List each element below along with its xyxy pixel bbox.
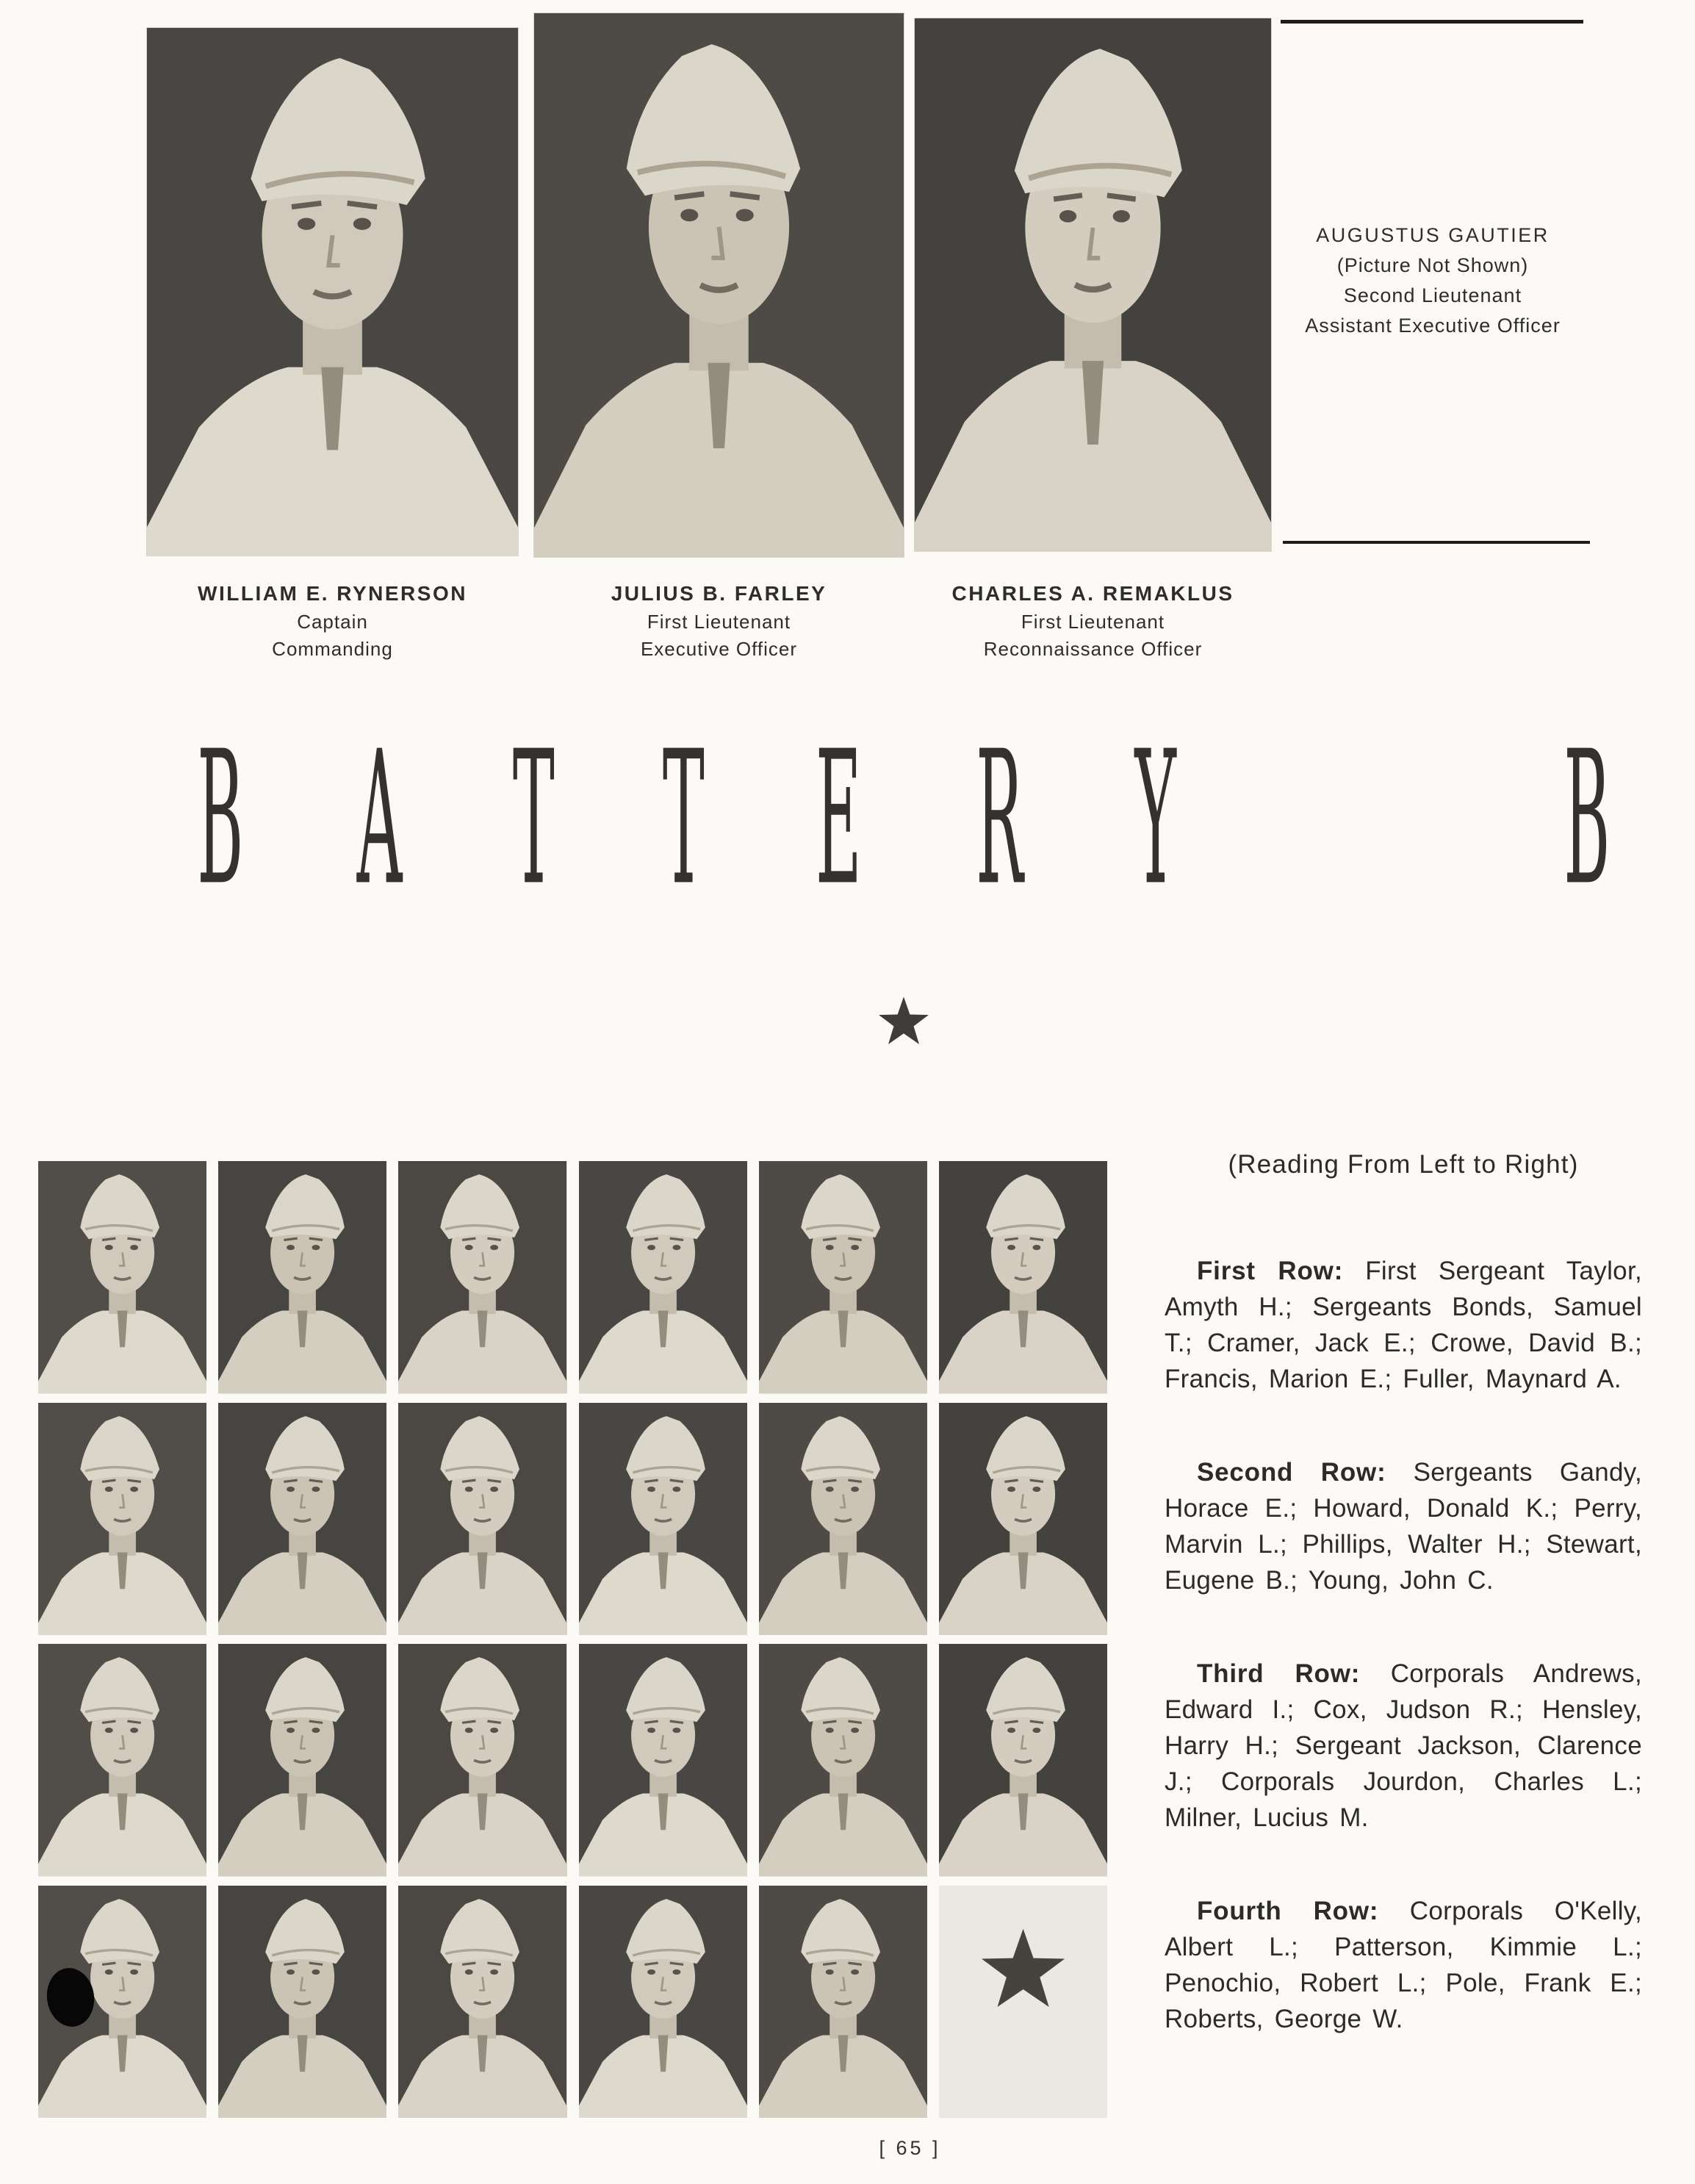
row-text: First Sergeant Taylor, Amyth H.; Sergeants Bonds, Samuel T.; Cramer, Jack E.; Crowe, David B.; Francis, Marion E.; Fuller, Maynard A. (1165, 1257, 1642, 1393)
soldier-portrait-icon (759, 1886, 927, 2119)
soldier-portrait-icon (38, 1403, 206, 1636)
officer-rank: First Lieutenant (1021, 611, 1165, 633)
portrait-cell (579, 1161, 747, 1394)
portrait-cell (759, 1403, 927, 1636)
portrait-cell (398, 1644, 566, 1877)
row-label: Third Row: (1197, 1659, 1361, 1688)
soldier-portrait-icon (38, 1161, 206, 1394)
officer-photo-rynerson (147, 28, 518, 556)
officer-caption (147, 579, 518, 663)
battery-title-word2 (1536, 711, 1638, 926)
roster-column (1165, 1150, 1642, 2094)
soldier-portrait-icon (398, 1886, 566, 2119)
title-letter: A (356, 711, 403, 926)
soldier-portrait-icon (38, 1644, 206, 1877)
row-text: Corporals Andrews, Edward I.; Cox, Judson R.; Hensley, Harry H.; Sergeant Jackson, Clarence J.; Corporals Jourdon, Charles L.; Milner, Lucius M. (1165, 1659, 1642, 1832)
title-letter: T (663, 711, 705, 926)
portrait-cell (939, 1644, 1107, 1877)
portrait-cell (939, 1403, 1107, 1636)
portrait-cell (579, 1644, 747, 1877)
row-label: Fourth Row: (1197, 1897, 1379, 1925)
row-label: First Row: (1197, 1257, 1344, 1285)
portrait-cell (398, 1161, 566, 1394)
soldier-portrait-icon (398, 1644, 566, 1877)
officer-photo-remaklus (915, 18, 1271, 551)
soldier-portrait-icon (939, 1644, 1107, 1877)
soldier-portrait-icon (759, 1161, 927, 1394)
portrait-cell (38, 1644, 206, 1877)
officer-caption (534, 579, 904, 663)
officer-rank: First Lieutenant (647, 611, 791, 633)
soldier-portrait-icon (759, 1644, 927, 1877)
portrait-cell (218, 1403, 386, 1636)
title-letter: R (975, 711, 1023, 926)
soldier-portrait-icon (759, 1403, 927, 1636)
title-letter: T (512, 711, 555, 926)
star-cell (939, 1886, 1107, 2119)
portrait-cell (579, 1403, 747, 1636)
soldier-portrait-icon (939, 1161, 1107, 1394)
portrait-cell (579, 1886, 747, 2119)
top-rule (1281, 20, 1583, 24)
row-text: Sergeants Gandy, Horace E.; Howard, Donald K.; Perry, Marvin L.; Phillips, Walter H.; Stewart, Eugene B.; Young, John C. (1165, 1458, 1642, 1595)
soldier-portrait-icon (218, 1403, 386, 1636)
row-text: Corporals O'Kelly, Albert L.; Patterson, Kimmie L.; Penochio, Robert L.; Pole, Frank E.; Roberts, George W. (1165, 1897, 1642, 2033)
title-letter: B (197, 711, 244, 926)
row-paragraph-second (1165, 1454, 1642, 1598)
soldier-portrait-icon (939, 1403, 1107, 1636)
bottom-rule (1283, 541, 1590, 544)
officer-role: Executive Officer (640, 638, 798, 660)
soldier-portrait-icon (218, 1886, 386, 2119)
title-letter: B (1563, 711, 1611, 926)
row-paragraph-first (1165, 1253, 1642, 1397)
not-shown-note: (Picture Not Shown) (1336, 254, 1529, 276)
soldier-portrait-icon (534, 13, 904, 557)
officer-name: JULIUS B. FARLEY (611, 582, 827, 605)
officer-photo-farley (534, 13, 904, 557)
soldier-portrait-icon (218, 1644, 386, 1877)
soldier-portrait-icon (218, 1161, 386, 1394)
star-divider-icon (873, 991, 935, 1052)
soldier-portrait-icon (579, 1644, 747, 1877)
soldier-portrait-icon (915, 18, 1271, 551)
portrait-cell (939, 1161, 1107, 1394)
portrait-cell (218, 1161, 386, 1394)
officer-role: Reconnaissance Officer (983, 638, 1203, 660)
officer-name: CHARLES A. REMAKLUS (951, 582, 1234, 605)
page-number: [ 65 ] (879, 2137, 941, 2159)
soldier-portrait-icon (579, 1886, 747, 2119)
portrait-cell (759, 1161, 927, 1394)
portrait-cell (38, 1403, 206, 1636)
battery-title-word1 (169, 711, 1201, 926)
portrait-cell (38, 1161, 206, 1394)
battery-b-title (169, 711, 1638, 926)
enlisted-photo-grid (38, 1161, 1107, 2118)
not-shown-name: AUGUSTUS GAUTIER (1316, 224, 1550, 246)
officer-role: Commanding (272, 638, 393, 660)
soldier-portrait-icon (579, 1161, 747, 1394)
title-letter: E (816, 711, 862, 926)
reading-note: (Reading From Left to Right) (1228, 1150, 1579, 1179)
portrait-cell (759, 1644, 927, 1877)
star-icon (939, 1886, 1107, 2119)
officer-rank: Captain (297, 611, 368, 633)
soldier-portrait-icon (147, 28, 518, 556)
not-shown-rank: Second Lieutenant (1343, 284, 1522, 306)
row-paragraph-fourth (1165, 1893, 1642, 2037)
title-letter: Y (1134, 711, 1176, 926)
portrait-cell (398, 1403, 566, 1636)
row-label: Second Row: (1197, 1458, 1386, 1487)
soldier-portrait-icon (398, 1161, 566, 1394)
portrait-cell (218, 1644, 386, 1877)
soldier-portrait-icon (398, 1403, 566, 1636)
not-shown-role: Assistant Executive Officer (1305, 315, 1561, 337)
portrait-cell (398, 1886, 566, 2119)
officer-caption (915, 579, 1271, 663)
soldier-portrait-icon (579, 1403, 747, 1636)
portrait-cell (759, 1886, 927, 2119)
portrait-cell (218, 1886, 386, 2119)
not-shown-block (1281, 220, 1585, 341)
officer-name: WILLIAM E. RYNERSON (198, 582, 467, 605)
row-paragraph-third (1165, 1656, 1642, 1836)
